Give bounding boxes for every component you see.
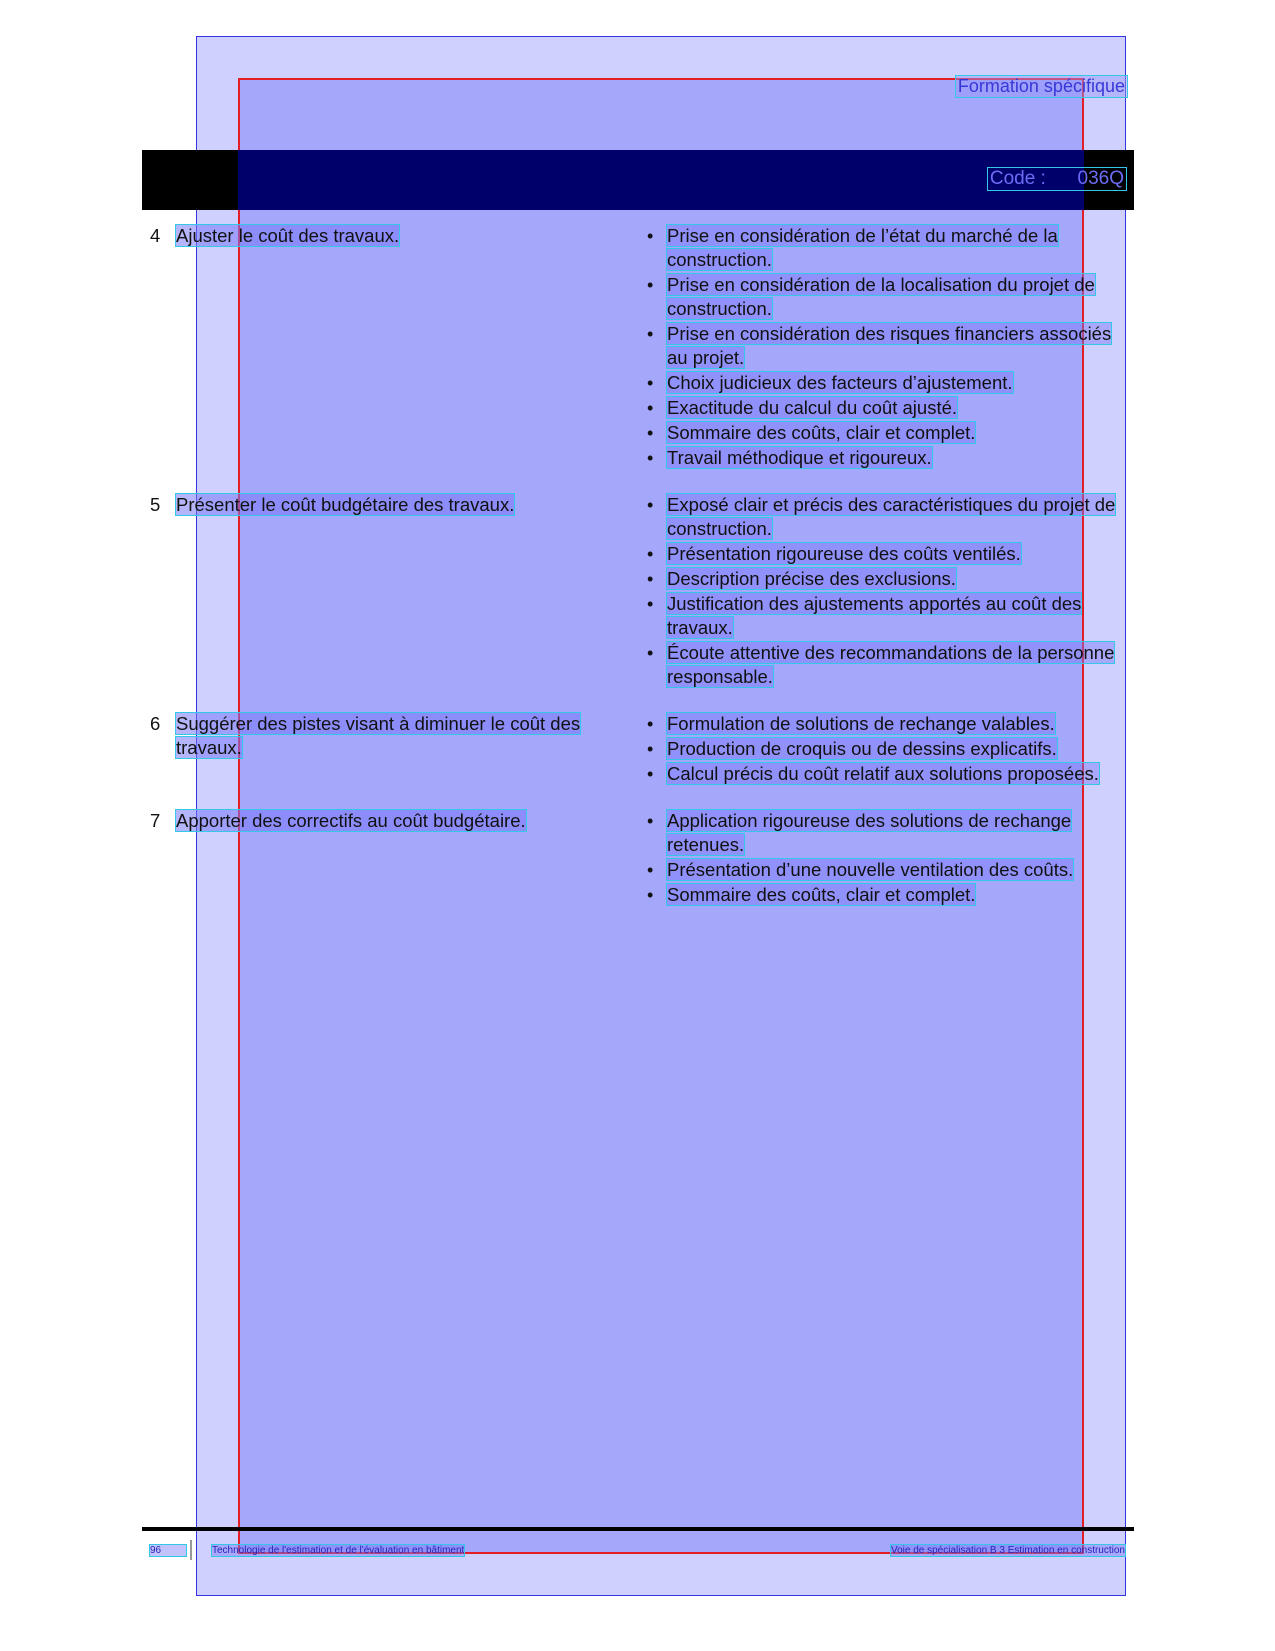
- step-cell: [150, 712, 645, 760]
- table-row: [150, 224, 1130, 471]
- list-item: • Exactitude du calcul du coût ajusté.: [645, 396, 1130, 420]
- step-text: Apporter des correctifs au coût budgétaire.: [176, 810, 526, 831]
- step-text: Présenter le coût budgétaire des travaux.: [176, 494, 515, 515]
- list-item: • Travail méthodique et rigoureux.: [645, 446, 1130, 470]
- step-number: 7: [150, 810, 161, 831]
- table-row: [150, 493, 1130, 690]
- list-item: • Description précise des exclusions.: [645, 567, 1130, 591]
- footer-rule: [142, 1527, 1134, 1531]
- code-value: 036Q: [1077, 168, 1124, 189]
- criteria-list: [645, 224, 1130, 471]
- criteria-list: [645, 493, 1130, 690]
- step-cell: [150, 493, 645, 517]
- step-number: 5: [150, 494, 161, 515]
- list-item: • Présentation rigoureuse des coûts ventilés.: [645, 542, 1130, 566]
- list-item: • Prise en considération de l’état du marché de la construction.: [645, 224, 1130, 272]
- code-label: Code :: [989, 168, 1046, 189]
- list-item: • Prise en considération de la localisation du projet de construction.: [645, 273, 1130, 321]
- list-item: • Application rigoureuse des solutions de rechange retenues.: [645, 809, 1130, 857]
- list-item: • Formulation de solutions de rechange valables.: [645, 712, 1130, 736]
- list-item: • Écoute attentive des recommandations de la personne responsable.: [645, 641, 1130, 689]
- code-box: [988, 168, 1126, 190]
- step-text: Suggérer des pistes visant à diminuer le coût des travaux.: [176, 713, 581, 758]
- criteria-list: [645, 712, 1130, 787]
- footer-separator: [190, 1540, 192, 1560]
- footer-program-title: Technologie de l'estimation et de l'évaluation en bâtiment: [212, 1544, 465, 1556]
- footer-specialization: Voie de spécialisation B 3 Estimation en construction: [890, 1544, 1125, 1556]
- list-item: • Production de croquis ou de dessins explicatifs.: [645, 737, 1130, 761]
- step-number: 6: [150, 713, 161, 734]
- table-row: [150, 809, 1130, 908]
- header-band-inner: [238, 150, 1084, 210]
- step-cell: [150, 809, 645, 833]
- list-item: • Sommaire des coûts, clair et complet.: [645, 421, 1130, 445]
- step-number: 4: [150, 225, 161, 246]
- list-item: • Calcul précis du coût relatif aux solutions proposées.: [645, 762, 1130, 786]
- header-band: [142, 150, 1134, 210]
- list-item: • Sommaire des coûts, clair et complet.: [645, 883, 1130, 907]
- criteria-list: [645, 809, 1130, 908]
- table-row: [150, 712, 1130, 787]
- page-number: 96: [150, 1545, 186, 1556]
- page-footer: [150, 1540, 1125, 1560]
- criteria-table: [150, 224, 1130, 930]
- list-item: • Présentation d’une nouvelle ventilation des coûts.: [645, 858, 1130, 882]
- list-item: • Choix judicieux des facteurs d’ajustement.: [645, 371, 1130, 395]
- section-label: Formation spécifique: [957, 76, 1125, 96]
- list-item: • Exposé clair et précis des caractéristiques du projet de construction.: [645, 493, 1130, 541]
- step-text: Ajuster le coût des travaux.: [176, 225, 400, 246]
- list-item: • Justification des ajustements apportés au coût des travaux.: [645, 592, 1130, 640]
- step-cell: [150, 224, 645, 248]
- list-item: • Prise en considération des risques financiers associés au projet.: [645, 322, 1130, 370]
